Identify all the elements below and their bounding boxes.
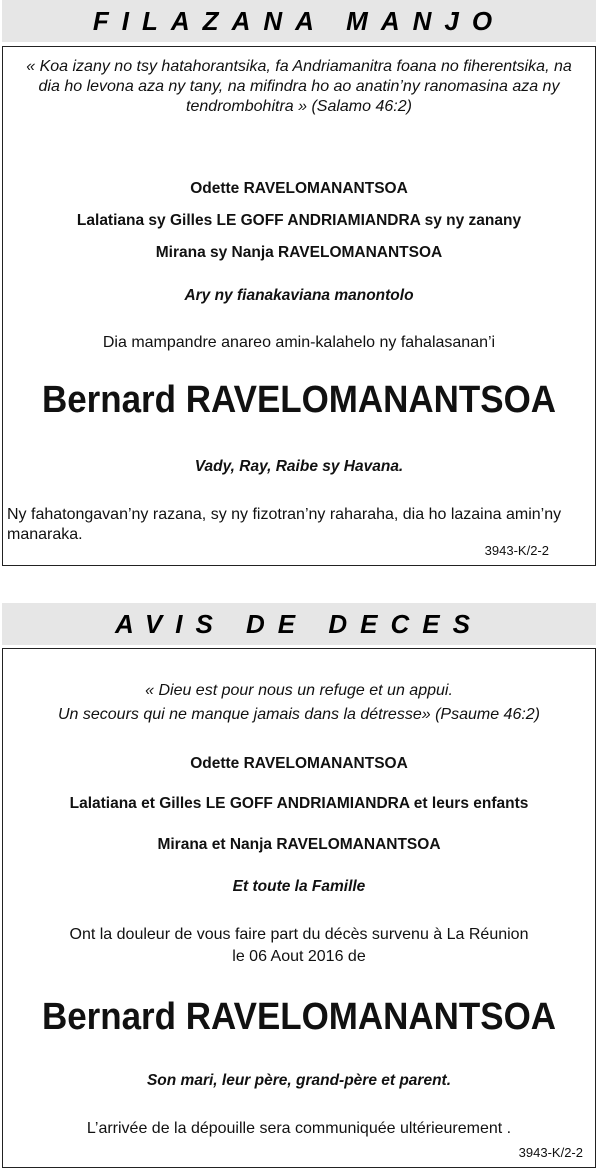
notice1-family-2: Lalatiana sy Gilles LE GOFF ANDRIAMIANDRA sy ny zanany xyxy=(76,212,522,229)
notice2-family-3: Mirana et Nanja RAVELOMANANTSOA xyxy=(157,836,441,853)
notice2-announce-line-1: Ont la douleur de vous faire part du décès survenu à La Réunion xyxy=(69,926,529,943)
notice1-box xyxy=(2,46,596,566)
notice1-announce: Dia mampandre anareo amin-kalahelo ny fahalasanan’i xyxy=(102,334,496,351)
notice2-family-1: Odette RAVELOMANANTSOA xyxy=(190,755,408,772)
notice1-closing: Ny fahatongavan’ny razana, sy ny fizotran’ny raharaha, dia ho lazaina amin’ny manaraka. xyxy=(7,506,562,543)
notice2-header-banner xyxy=(2,603,596,645)
notice2-deceased-name: Bernard RAVELOMANANTSOA xyxy=(41,996,557,1038)
notice2-quote-line-1: « Dieu est pour nous un refuge et un appui. xyxy=(145,682,453,699)
notice2-closing: L’arrivée de la dépouille sera communiquée ultérieurement . xyxy=(86,1120,512,1137)
notice2-box xyxy=(2,648,596,1168)
notice1-quote: « Koa izany no tsy hatahorantsika, fa Andriamanitra foana no fiherentsika, na dia ho levona aza ny tany, na mifindra ho ao anatin’ny ranomasina aza ny tendrombohitra » (Salamo 46:2) xyxy=(26,58,572,115)
notice1-header-title: FILAZANA MANJO xyxy=(92,5,506,36)
notice2-family-2: Lalatiana et Gilles LE GOFF ANDRIAMIANDRA et leurs enfants xyxy=(69,795,529,812)
notice1-relations: Vady, Ray, Raibe sy Havana. xyxy=(194,458,404,475)
notice1-family-3: Mirana sy Nanja RAVELOMANANTSOA xyxy=(155,244,443,261)
notice2-header-title: AVIS DE DECES xyxy=(115,608,483,639)
notice2-announce-line-2: le 06 Aout 2016 de xyxy=(232,948,366,965)
notice2-reference: 3943-K/2-2 xyxy=(518,1145,583,1160)
notice2-quote-line-2: Un secours qui ne manque jamais dans la détresse» (Psaume 46:2) xyxy=(57,706,541,723)
notice1-header-banner xyxy=(2,0,596,42)
notice2-relations: Son mari, leur père, grand-père et parent. xyxy=(146,1072,452,1089)
notice1-family-all: Ary ny fianakaviana manontolo xyxy=(184,287,414,304)
notice1-reference: 3943-K/2-2 xyxy=(484,543,549,558)
notice1-deceased-name: Bernard RAVELOMANANTSOA xyxy=(41,379,557,421)
notice2-family-all: Et toute la Famille xyxy=(232,878,366,895)
notice1-family-1: Odette RAVELOMANANTSOA xyxy=(190,180,408,197)
